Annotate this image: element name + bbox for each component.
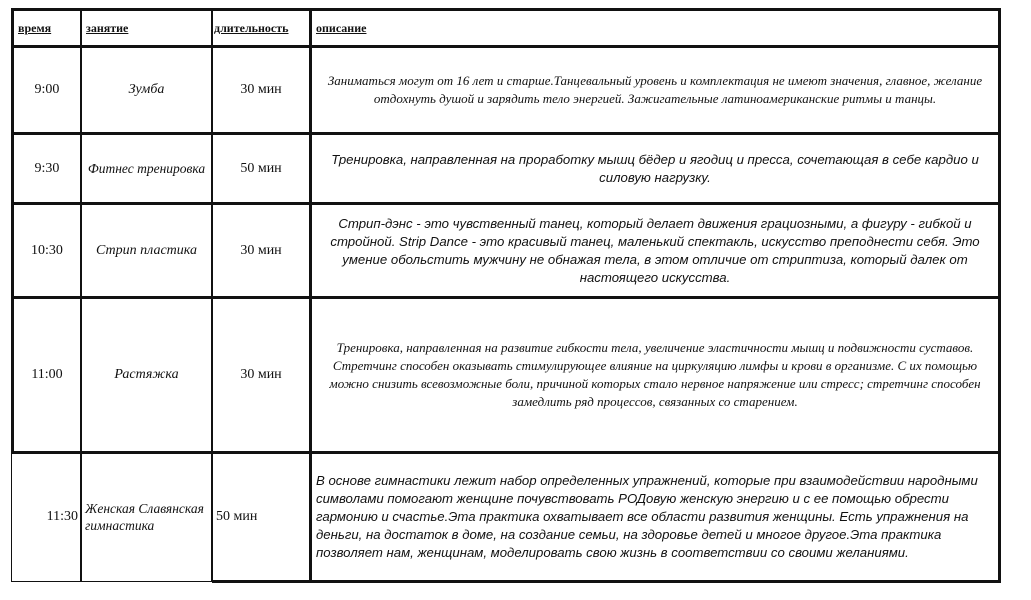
row-duration: 50 мин — [216, 509, 258, 524]
row-time: 11:00 — [31, 367, 63, 382]
row-activity: Женская Славянская гимнастика — [85, 501, 204, 533]
row-activity: Фитнес тренировка — [87, 160, 206, 176]
row-activity: Зумба — [128, 82, 165, 97]
row-activity: Стрип пластика — [96, 242, 197, 258]
row-time: 9:30 — [34, 160, 60, 176]
row-duration: 50 мин — [240, 160, 282, 176]
row-duration: 30 мин — [240, 367, 282, 382]
border-line — [11, 581, 212, 582]
row-description: В основе гимнастики лежит набор определенных упражнений, которые при взаимодействии народными символами помогают женщине почувствовать РОДовую женскую энергию и с ее помощью обрести гармонию и счастье.Эта практика охватывает все области развития женщины. Есть упражнения на деньги, на достаток в доме, на создание семьи, на здоровье детей и многое другое.Эта практика позволяет нам, женщинам, моделировать свою жизнь в соответствии со своими желаниями. — [316, 473, 978, 560]
header-duration: длительность — [214, 20, 289, 35]
border-line — [998, 8, 1001, 583]
row-time: 10:30 — [31, 242, 63, 258]
border-line — [212, 580, 1001, 583]
row-activity: Растяжка — [114, 367, 179, 382]
row-description: Заниматься могут от 16 лет и старше.Танцевальный уровень и комплектация не имеют значения, главное, желание отдохнуть душой и зарядить тело энергией. Зажигательные латиноамериканские ритмы и танцы. — [327, 73, 983, 106]
header-description: описание — [316, 20, 367, 35]
header-time: время — [18, 20, 52, 35]
row-time: 9:00 — [34, 82, 60, 97]
header-activity: занятие — [86, 20, 129, 35]
row-description: Стрип-дэнс - это чувственный танец, который делает движения грациозными, а фигуру - гибкой и стройной. Strip Dance - это красивый танец, маленький спектакль, искусство преподнести себя. Это умение обольстить мужчину не обнажая тела, в этом отличие от стриптиза, который далек от настоящего искусства. — [330, 215, 980, 285]
row-time: 11:30 — [46, 509, 78, 524]
row-duration: 30 мин — [240, 82, 282, 97]
row-duration: 30 мин — [240, 242, 282, 258]
row-description: Тренировка, направленная на развитие гибкости тела, увеличение эластичности мышц и подвижности суставов. Стретчинг способен оказывать стимулирующее влияние на циркуляцию лимфы и крови в организме. С их помощью можно снизить всевозможные боли, причиной которых стало нервное напряжение или стресс; стретчинг способен замедлить ряд процессов, связанных со старением. — [329, 340, 981, 409]
row-description: Тренировка, направленная на проработку мышц бёдер и ягодиц и пресса, сочетающая в себе кардио и силовую нагрузку. — [331, 151, 979, 185]
